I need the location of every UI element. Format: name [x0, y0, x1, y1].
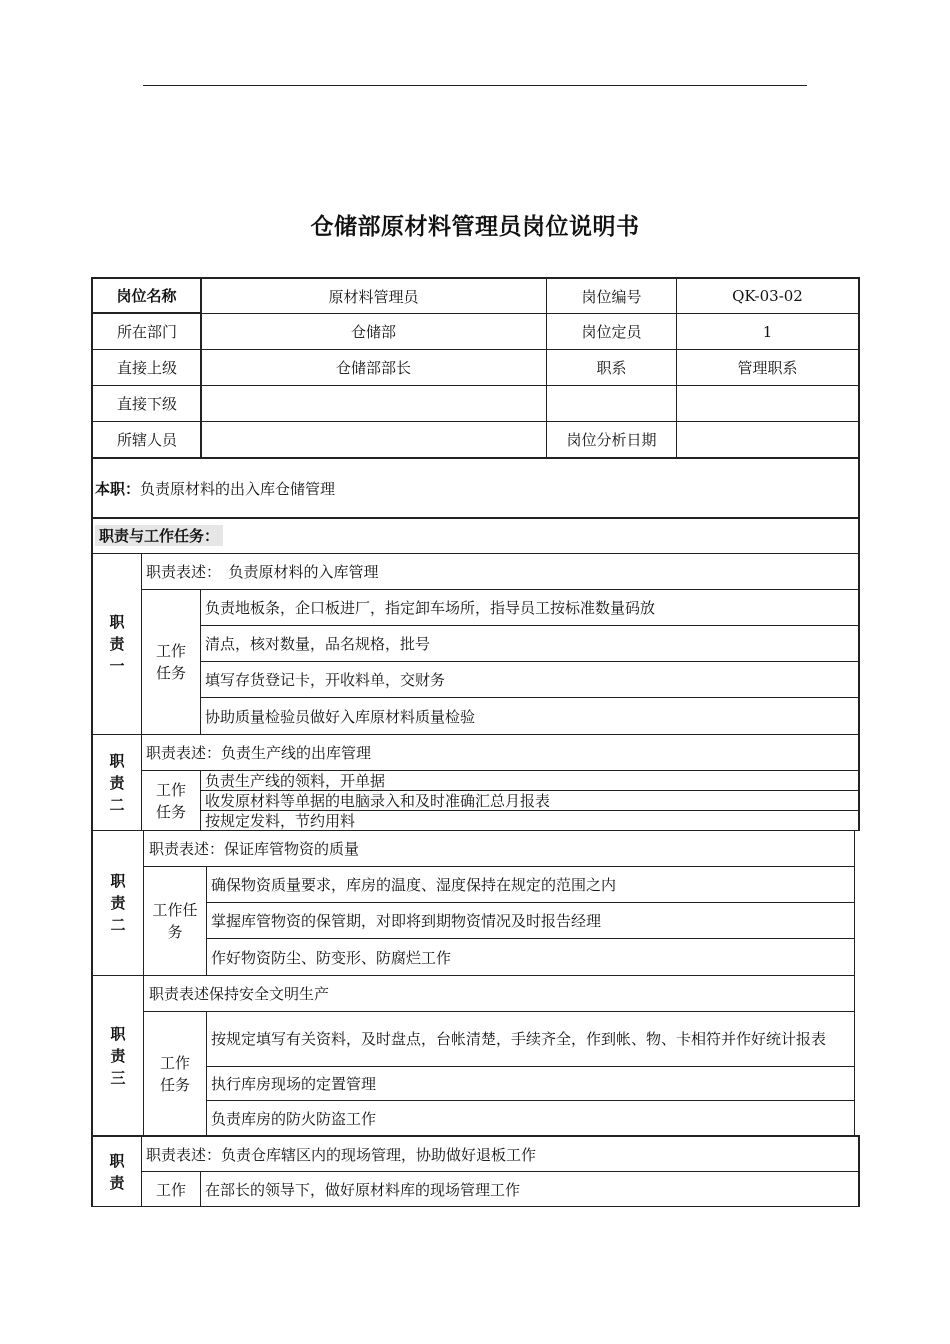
value-position-code: QK-03-02 [676, 277, 860, 314]
duty4-task-2: 执行库房现场的定置管理 [206, 1066, 855, 1101]
label-department: 所在部门 [91, 313, 202, 350]
value-superior: 仓储部部长 [200, 349, 547, 386]
duty3-task-3: 作好物资防尘、防变形、防腐烂工作 [206, 938, 855, 976]
duty1-task-2: 清点，核对数量，品名规格，批号 [200, 625, 860, 662]
duties-header-row [91, 517, 860, 554]
label-analysis-date: 岗位分析日期 [546, 421, 677, 459]
label-superior: 直接上级 [91, 349, 202, 386]
duty2-task-1: 负责生产线的领料，开单据 [200, 770, 860, 791]
duty5-desc: 职责表述：负责仓库辖区内的现场管理，协助做好退板工作 [141, 1135, 860, 1172]
duty4-label: 职责三 [91, 975, 144, 1136]
duty4-task-label: 工作任务 [143, 1011, 207, 1136]
header-rule [143, 85, 807, 86]
label-subordinate: 直接下级 [91, 385, 202, 422]
value-staff [200, 421, 547, 459]
duty3-task-label: 工作任务 [143, 866, 207, 976]
label-headcount: 岗位定员 [546, 313, 677, 350]
value-position-name: 原材料管理员 [200, 277, 547, 314]
value-subordinate [200, 385, 547, 422]
duty3-label: 职责二 [91, 830, 144, 976]
duty4-task-3: 负责库房的防火防盗工作 [206, 1100, 855, 1136]
duty5-label: 职责 [91, 1135, 142, 1207]
duty1-task-1: 负责地板条，企口板进厂，指定卸车场所，指导员工按标准数量码放 [200, 589, 860, 626]
value-headcount: 1 [676, 313, 860, 350]
duty2-task-label: 工作任务 [141, 770, 201, 831]
empty-cell [546, 385, 677, 422]
duties-title: 职责与工作任务： [95, 525, 223, 546]
label-position-code: 岗位编号 [546, 277, 677, 314]
duty4-task-1: 按规定填写有关资料，及时盘点，台帐清楚，手续齐全，作到帐、物、卡相符并作好统计报表 [206, 1011, 855, 1067]
duty2-desc: 职责表述：负责生产线的出库管理 [141, 734, 860, 771]
page-title: 仓储部原材料管理员岗位说明书 [310, 214, 640, 240]
duty3-task-1: 确保物资质量要求，库房的温度、湿度保持在规定的范围之内 [206, 866, 855, 903]
value-job-family: 管理职系 [676, 349, 860, 386]
label-job-family: 职系 [546, 349, 677, 386]
value-analysis-date [676, 421, 860, 459]
duty1-desc: 职责表述： 负责原材料的入库管理 [141, 553, 860, 590]
label-position-name: 岗位名称 [91, 277, 202, 314]
empty-cell [676, 385, 860, 422]
duty1-task-4: 协助质量检验员做好入库原材料质量检验 [200, 697, 860, 735]
duty2-label: 职责二 [91, 734, 142, 831]
main-duty-row [91, 457, 860, 519]
duty5-task-label: 工作 [141, 1171, 201, 1207]
duty1-task-3: 填写存货登记卡，开收料单，交财务 [200, 661, 860, 698]
duty5-task-1: 在部长的领导下，做好原材料库的现场管理工作 [200, 1171, 860, 1207]
duty1-task-label: 工作任务 [141, 589, 201, 735]
duty4-desc: 职责表述保持安全文明生产 [143, 975, 855, 1012]
label-staff: 所辖人员 [91, 421, 202, 459]
duty3-desc: 职责表述：保证库管物资的质量 [143, 830, 855, 867]
duty1-label: 职责一 [91, 553, 142, 735]
duty2-task-2: 收发原材料等单据的电脑录入和及时准确汇总月报表 [200, 790, 860, 811]
duty2-task-3: 按规定发料，节约用料 [200, 810, 860, 831]
main-duty-text: 负责原材料的出入库仓储管理 [140, 479, 336, 498]
value-department: 仓储部 [200, 313, 547, 350]
duty3-task-2: 掌握库管物资的保管期，对即将到期物资情况及时报告经理 [206, 902, 855, 939]
main-duty-label: 本职： [95, 479, 141, 498]
